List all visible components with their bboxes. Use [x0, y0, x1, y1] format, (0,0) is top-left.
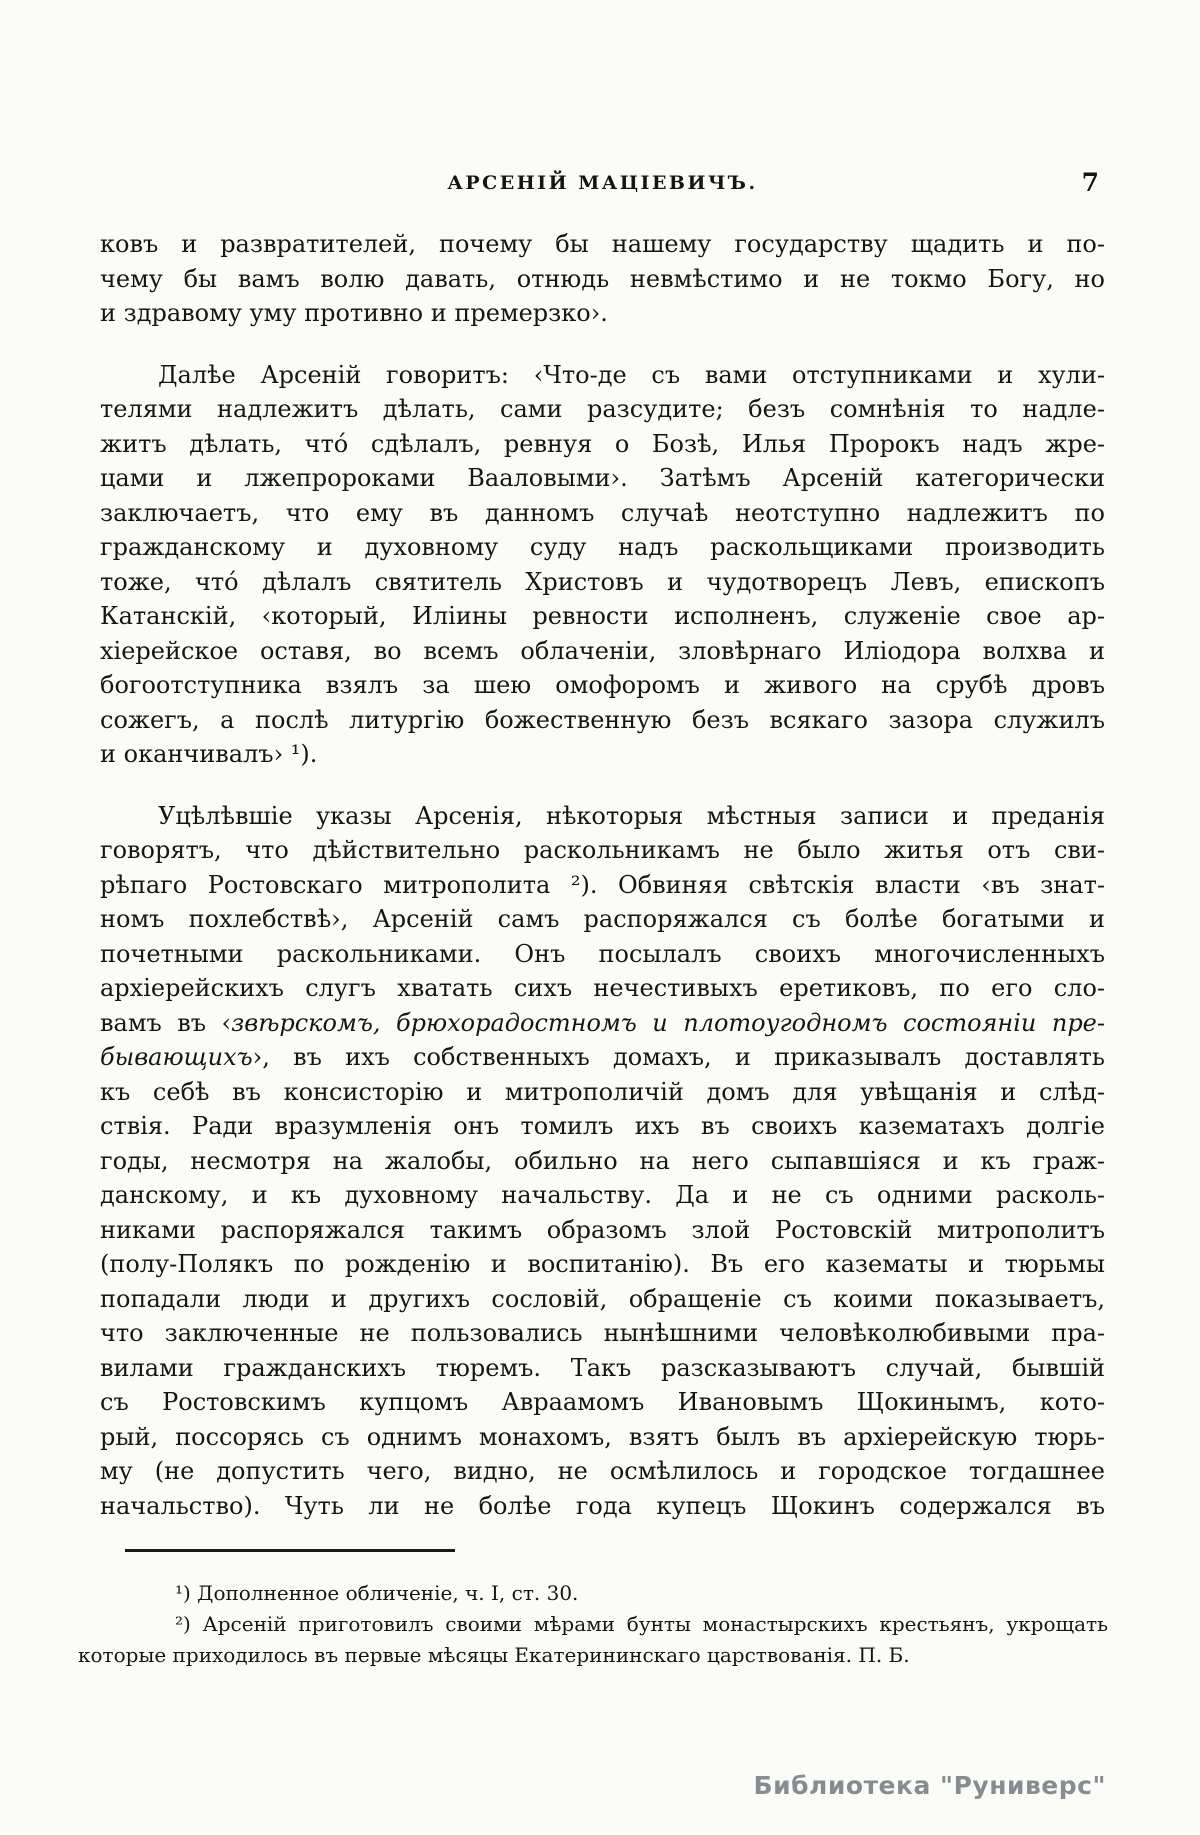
text-line: попадали люди и другихъ сословій, обращеніе съ коими показываетъ, — [100, 1284, 1105, 1313]
text-line: (полу-Полякъ по рожденію и воспитанію). Въ его казематы и тюрьмы — [100, 1250, 1105, 1278]
running-title: АРСЕНІЙ МАЦІЕВИЧЪ. — [447, 172, 758, 194]
text-line: архіерейскихъ слугъ хватать сихъ нечестивыхъ еретиковъ, по его сло- — [100, 974, 1105, 1002]
footnote-divider — [125, 1549, 455, 1552]
italic-text-segment: звѣрскомъ, брюхорадостномъ и плотоугодномъ состояніи пре- — [231, 1008, 1105, 1037]
text-line: и здравому уму противно и премерзко›. — [100, 299, 608, 327]
text-line: сожегъ, а послѣ литургію божественную безъ всякаго зазора служилъ — [100, 705, 1105, 734]
paragraph-2 — [100, 358, 1105, 772]
text-line: съ Ростовскимъ купцомъ Авраамомъ Ивановымъ Щокинымъ, кото- — [100, 1388, 1105, 1416]
text-line: житъ дѣлать, что́ сдѣлалъ, ревнуя о Бозѣ, Илья Пророкъ надъ жре- — [100, 429, 1105, 458]
text-line: вилами гражданскихъ тюремъ. Такъ разсказываютъ случай, бывшій — [100, 1353, 1105, 1382]
page-header — [100, 168, 1105, 197]
text-line: къ себѣ въ консисторію и митрополичій домъ для увѣщанія и слѣд- — [100, 1077, 1105, 1106]
text-line: богоотступника взялъ за шею омофоромъ и живого на срубѣ дровъ — [100, 671, 1105, 699]
paragraph-3 — [100, 799, 1105, 1524]
text-line: говорятъ, что дѣйствительно раскольникамъ не было житья отъ сви- — [100, 836, 1105, 864]
text-line: Уцѣлѣвшіе указы Арсенія, нѣкоторыя мѣстныя записи и преданія — [158, 801, 1105, 830]
text-line-mixed — [100, 1040, 1105, 1075]
text-segment: ›, въ ихъ собственныхъ домахъ, и приказывалъ доставлять — [252, 1043, 1105, 1071]
text-line: почетными раскольниками. Онъ посылалъ своихъ многочисленныхъ — [100, 939, 1105, 968]
text-line: чему бы вамъ волю давать, отнюдь невмѣстимо и не токмо Богу, но — [100, 264, 1105, 293]
text-line: рѣпаго Ростовскаго митрополита ²). Обвиняя свѣтскія власти ‹въ знат- — [100, 870, 1105, 899]
text-line: данскому, и къ духовному начальству. Да и не съ одними расколь- — [100, 1181, 1105, 1209]
text-line: цами и лжепророками Вааловыми›. Затѣмъ Арсеній категорически — [100, 464, 1105, 492]
text-line: телями надлежитъ дѣлать, сами разсудите; безъ сомнѣнія то надле- — [100, 395, 1105, 423]
italic-text-segment: бывающихъ — [100, 1043, 253, 1071]
text-line: Катанскій, ‹который, Иліины ревности исполненъ, служеніе свое ар- — [100, 602, 1105, 630]
footnote-2-line: которые приходилось въ первые мѣсяцы Екатерининскаго царствованія. П. Б. — [78, 1643, 910, 1667]
text-line: годы, несмотря на жалобы, обильно на него сыпавшіяся и къ граж- — [100, 1146, 1105, 1175]
page-number: 7 — [1081, 168, 1099, 197]
footnote-1: ¹) Дополненное обличеніе, ч. I, ст. 30. — [175, 1581, 579, 1605]
page-body — [100, 227, 1105, 1523]
text-line: му (не допустить чего, видно, не осмѣлилось и городское тогдашнее — [100, 1457, 1105, 1485]
footnotes — [78, 1578, 1108, 1671]
text-line: начальство). Чуть ли не болѣе года купецъ Щокинъ содержался въ — [100, 1491, 1105, 1520]
text-line: и оканчивалъ› ¹). — [100, 740, 318, 768]
text-line-mixed — [100, 1006, 1105, 1041]
text-line: гражданскому и духовному суду надъ раскольщиками производить — [100, 533, 1105, 561]
text-line: ковъ и развратителей, почему бы нашему государству щадить и по- — [100, 230, 1105, 258]
text-line: никами распоряжался такимъ образомъ злой Ростовскій митрополитъ — [100, 1215, 1105, 1244]
text-line: номъ похлебствѣ›, Арсеній самъ распоряжался съ болѣе богатыми и — [100, 905, 1105, 933]
text-line: заключаетъ, что ему въ данномъ случаѣ неотступно надлежитъ по — [100, 498, 1105, 527]
footnote-2-line: ²) Арсеній приготовилъ своими мѣрами бунты монастырскихъ крестьянъ, укрощать — [175, 1612, 1108, 1636]
text-line: ствія. Ради вразумленія онъ томилъ ихъ въ своихъ казематахъ долгіе — [100, 1112, 1105, 1140]
text-line: тоже, что́ дѣлалъ святитель Христовъ и чудотворецъ Левъ, епископъ — [100, 567, 1105, 596]
text-line: рый, поссорясь съ однимъ монахомъ, взятъ былъ въ архіерейскую тюрь- — [100, 1422, 1105, 1451]
text-line: хіерейское оставя, во всемъ облаченіи, зловѣрнаго Иліодора волхва и — [100, 636, 1105, 665]
text-line: что заключенные не пользовались нынѣшними человѣколюбивыми пра- — [100, 1319, 1105, 1347]
text-line: Далѣе Арсеній говоритъ: ‹Что-де съ вами отступниками и хули- — [158, 360, 1105, 389]
runivers-library-watermark: Библиотека "Руниверс" — [753, 1771, 1106, 1800]
paragraph-1 — [100, 227, 1105, 331]
text-segment: вамъ въ ‹ — [100, 1008, 232, 1037]
